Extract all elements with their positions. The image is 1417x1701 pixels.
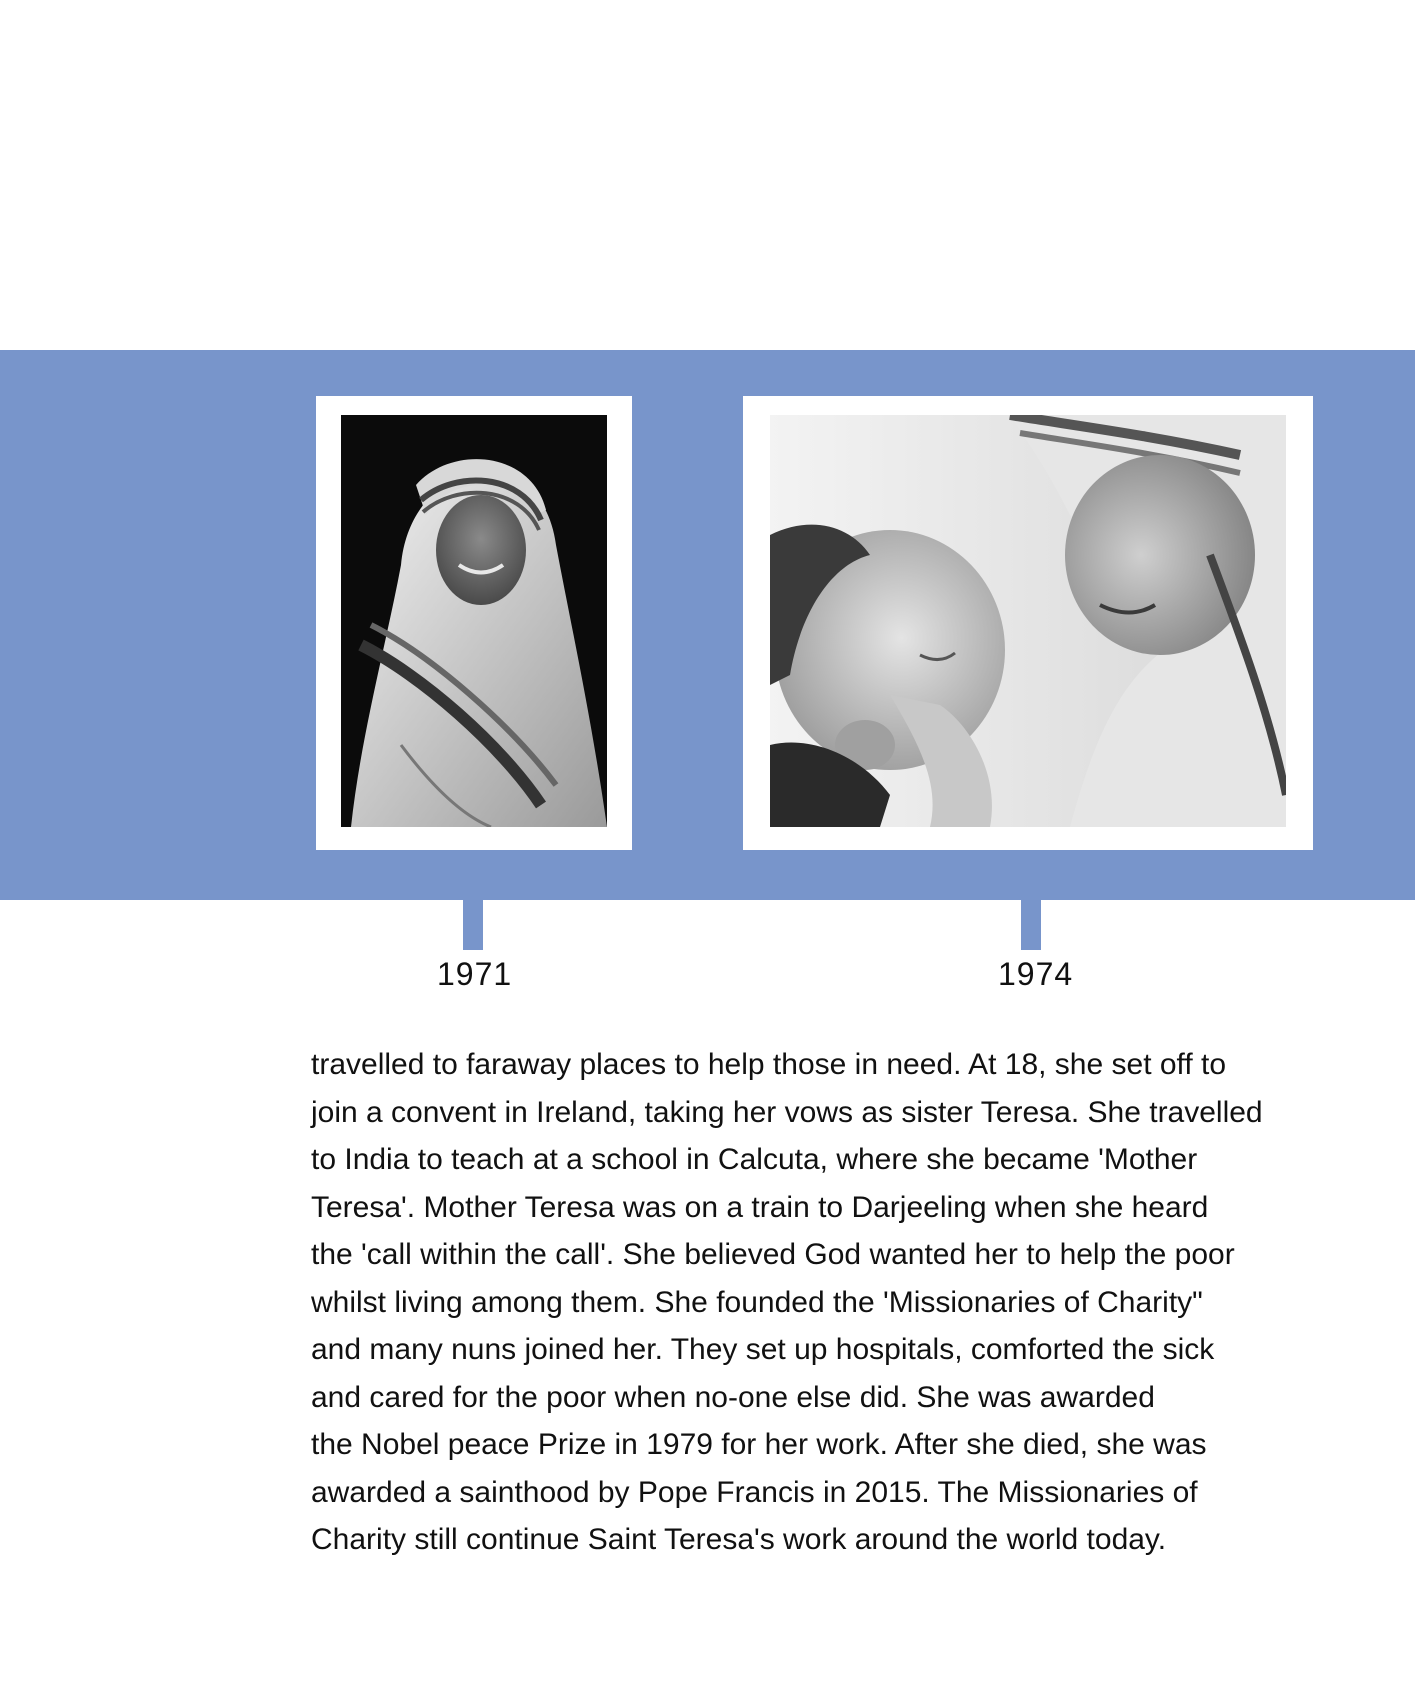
paragraph-line: travelled to faraway places to help those in need. At 18, she set off to: [311, 1048, 1227, 1081]
portrait-smiling-photo: [341, 415, 607, 827]
biography-paragraph: [311, 1041, 1281, 1564]
photo-frame-1971: [316, 396, 632, 850]
paragraph-line: the Nobel peace Prize in 1979 for her work. After she died, she was: [311, 1428, 1207, 1461]
paragraph-line: and cared for the poor when no-one else did. She was awarded: [311, 1380, 1155, 1414]
year-label-1974: 1974: [998, 956, 1074, 992]
paragraph-line: and many nuns joined her. They set up hospitals, comforted the sick: [311, 1333, 1215, 1366]
holding-child-photo: [770, 415, 1286, 827]
paragraph-line: Charity still continue Saint Teresa's work around the world today.: [311, 1523, 1167, 1556]
timeline-tick-1974: [1021, 900, 1041, 950]
paragraph-line: join a convent in Ireland, taking her vows as sister Teresa. She travelled: [311, 1095, 1263, 1129]
paragraph-line: whilst living among them. She founded the 'Missionaries of Charity": [311, 1285, 1203, 1319]
paragraph-line: the 'call within the call'. She believed God wanted her to help the poor: [311, 1238, 1235, 1271]
timeline-tick-1971: [463, 900, 483, 950]
paragraph-line: Teresa'. Mother Teresa was on a train to Darjeeling when she heard: [311, 1190, 1209, 1224]
year-label-1971: 1971: [437, 956, 513, 992]
paragraph-line: to India to teach at a school in Calcuta, where she became 'Mother: [311, 1143, 1198, 1176]
paragraph-line: awarded a sainthood by Pope Francis in 2015. The Missionaries of: [311, 1475, 1198, 1509]
photo-frame-1974: [743, 396, 1313, 850]
